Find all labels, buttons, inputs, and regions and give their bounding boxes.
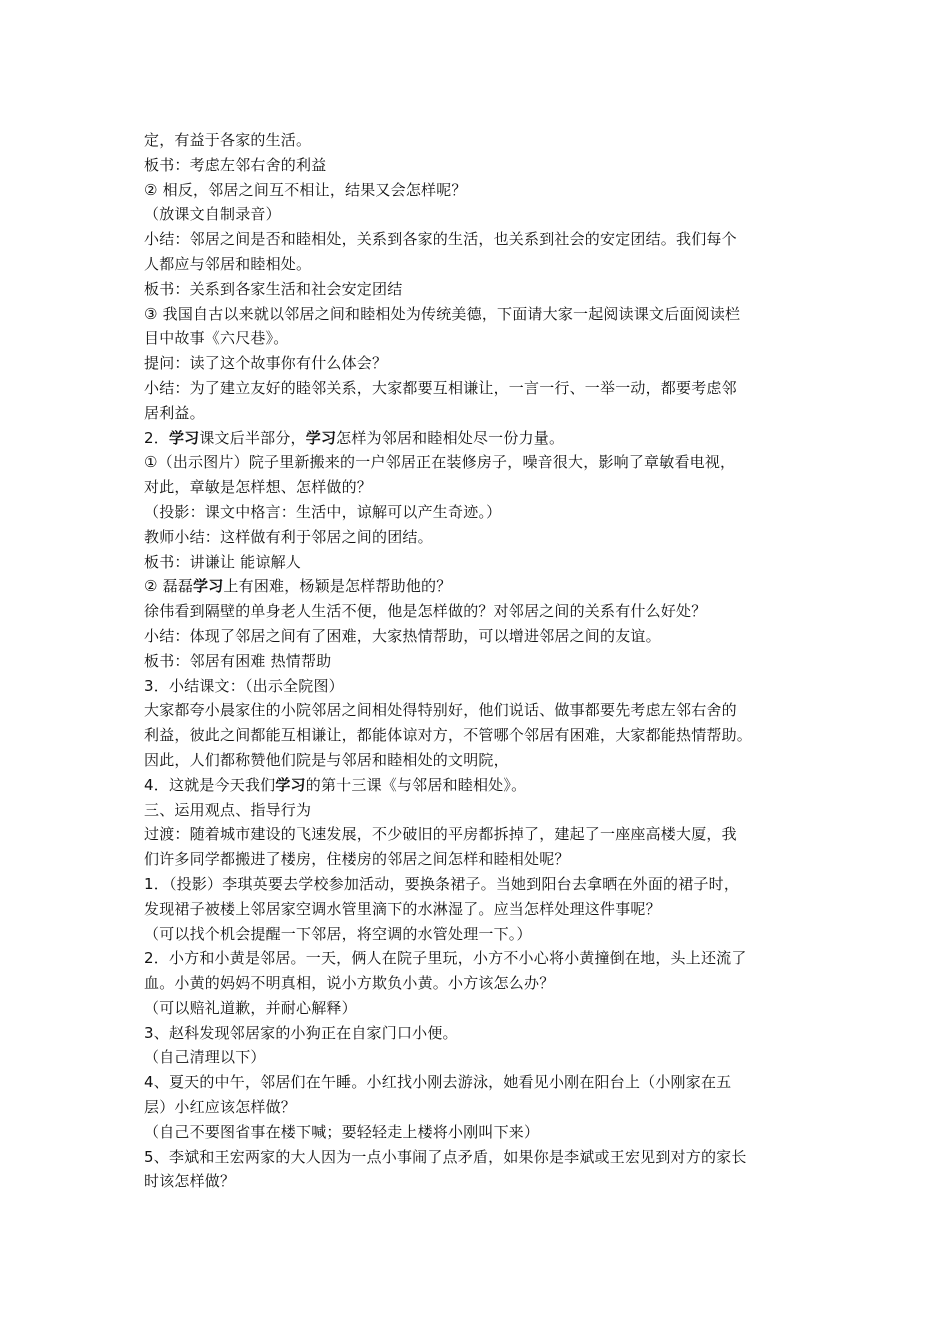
text-line: 因此，人们都称赞他们院是与邻居和睦相处的文明院， [144, 750, 509, 769]
text-line: 们许多同学都搬进了楼房，住楼房的邻居之间怎样和睦相处呢？ [144, 850, 570, 869]
text-line: 目中故事《六尺巷》。 [144, 329, 289, 348]
text-line: 层）小红应该怎样做？ [144, 1098, 297, 1117]
emphasized-term: 学习 [305, 428, 337, 447]
text-line: 5、李斌和王宏两家的大人因为一点小事闹了点矛盾，如果你是李斌或王宏见到对方的家长 [144, 1147, 747, 1166]
text-line: 3．小结课文：（出示全院图） [144, 676, 344, 695]
text-line: 1．（投影）李琪英要去学校参加活动，要换条裙子。当她到阳台去拿晒在外面的裙子时， [144, 874, 740, 893]
text-line: 教师小结：这样做有利于邻居之间的团结。 [144, 527, 433, 546]
text-line: 居利益。 [144, 403, 205, 422]
text-line: （可以找个机会提醒一下邻居，将空调的水管处理一下。） [144, 924, 532, 943]
text-line: 小结：为了建立友好的睦邻关系，大家都要互相谦让，一言一行、一举一动，都要考虑邻 [144, 378, 737, 397]
emphasized-term: 学习 [168, 428, 200, 447]
text-line: （放课文自制录音） [144, 205, 281, 224]
emphasized-term: 学习 [275, 775, 306, 794]
text-line: ③ 我国自古以来就以邻居之间和睦相处为传统美德，下面请大家一起阅读课文后面阅读栏 [144, 304, 741, 323]
text-line: 3、赵科发现邻居家的小狗正在自家门口小便。 [144, 1023, 458, 1042]
text-line: 2．学习课文后半部分，学习怎样为邻居和睦相处尽一份力量。 [144, 428, 565, 447]
text-line: 板书：关系到各家生活和社会安定团结 [144, 279, 403, 298]
text-line: 4、夏天的中午，邻居们在午睡。小红找小刚去游泳，她看见小刚在阳台上（小刚家在五 [144, 1073, 732, 1092]
document-body [144, 128, 814, 1194]
text-line: 发现裙子被楼上邻居家空调水管里滴下的水淋湿了。应当怎样处理这件事呢？ [144, 899, 661, 918]
text-line: 利益，彼此之间都能互相谦让，都能体谅对方，不管哪个邻居有困难，大家都能热情帮助。 [144, 726, 753, 745]
text-line: ② 相反，邻居之间互不相让，结果又会怎样呢？ [144, 180, 467, 199]
text-line: 三、运用观点、指导行为 [144, 800, 312, 819]
text-line: 大家都夸小晨家住的小院邻居之间相处得特别好，他们说话、做事都要先考虑左邻右舍的 [144, 701, 737, 720]
text-line: ② 磊磊学习上有困难，杨颖是怎样帮助他的？ [144, 577, 452, 596]
text-line: 板书：邻居有困难 热情帮助 [144, 651, 332, 670]
text-line: 小结：体现了邻居之间有了困难，大家热情帮助，可以增进邻居之间的友谊。 [144, 626, 661, 645]
text-line: （自己不要图省事在楼下喊；要轻轻走上楼将小刚叫下来） [144, 1122, 540, 1141]
text-line: 板书：考虑左邻右舍的利益 [144, 155, 327, 174]
emphasized-term: 学习 [193, 577, 224, 596]
text-line: 过渡：随着城市建设的飞速发展，不少破旧的平房都拆掉了，建起了一座座高楼大厦，我 [144, 825, 737, 844]
text-line: ①（出示图片）院子里新搬来的一户邻居正在装修房子，噪音很大，影响了章敏看电视， [144, 453, 736, 472]
text-line: 提问：读了这个故事你有什么体会？ [144, 354, 388, 373]
text-line: （可以赔礼道歉，并耐心解释） [144, 998, 357, 1017]
text-line: 人都应与邻居和睦相处。 [144, 254, 312, 273]
text-line: 定，有益于各家的生活。 [144, 131, 312, 149]
text-line: 血。小黄的妈妈不明真相，说小方欺负小黄。小方该怎么办？ [144, 974, 555, 993]
text-line: 2．小方和小黄是邻居。一天，俩人在院子里玩，小方不小心将小黄撞倒在地，头上还流了 [144, 949, 747, 968]
text-line: （投影：课文中格言：生活中，谅解可以产生奇迹。） [144, 502, 502, 521]
text-line: 对此，章敏是怎样想、怎样做的？ [144, 478, 373, 497]
text-line: （自己清理以下） [144, 1048, 266, 1067]
text-line: 徐伟看到隔壁的单身老人生活不便，他是怎样做的？对邻居之间的关系有什么好处？ [144, 602, 707, 621]
text-line: 小结：邻居之间是否和睦相处，关系到各家的生活，也关系到社会的安定团结。我们每个 [144, 230, 737, 249]
text-line: 4．这就是今天我们学习的第十三课《与邻居和睦相处》。 [144, 775, 527, 794]
text-line: 时该怎样做？ [144, 1172, 236, 1191]
text-line: 板书：讲谦让 能谅解人 [144, 552, 301, 571]
